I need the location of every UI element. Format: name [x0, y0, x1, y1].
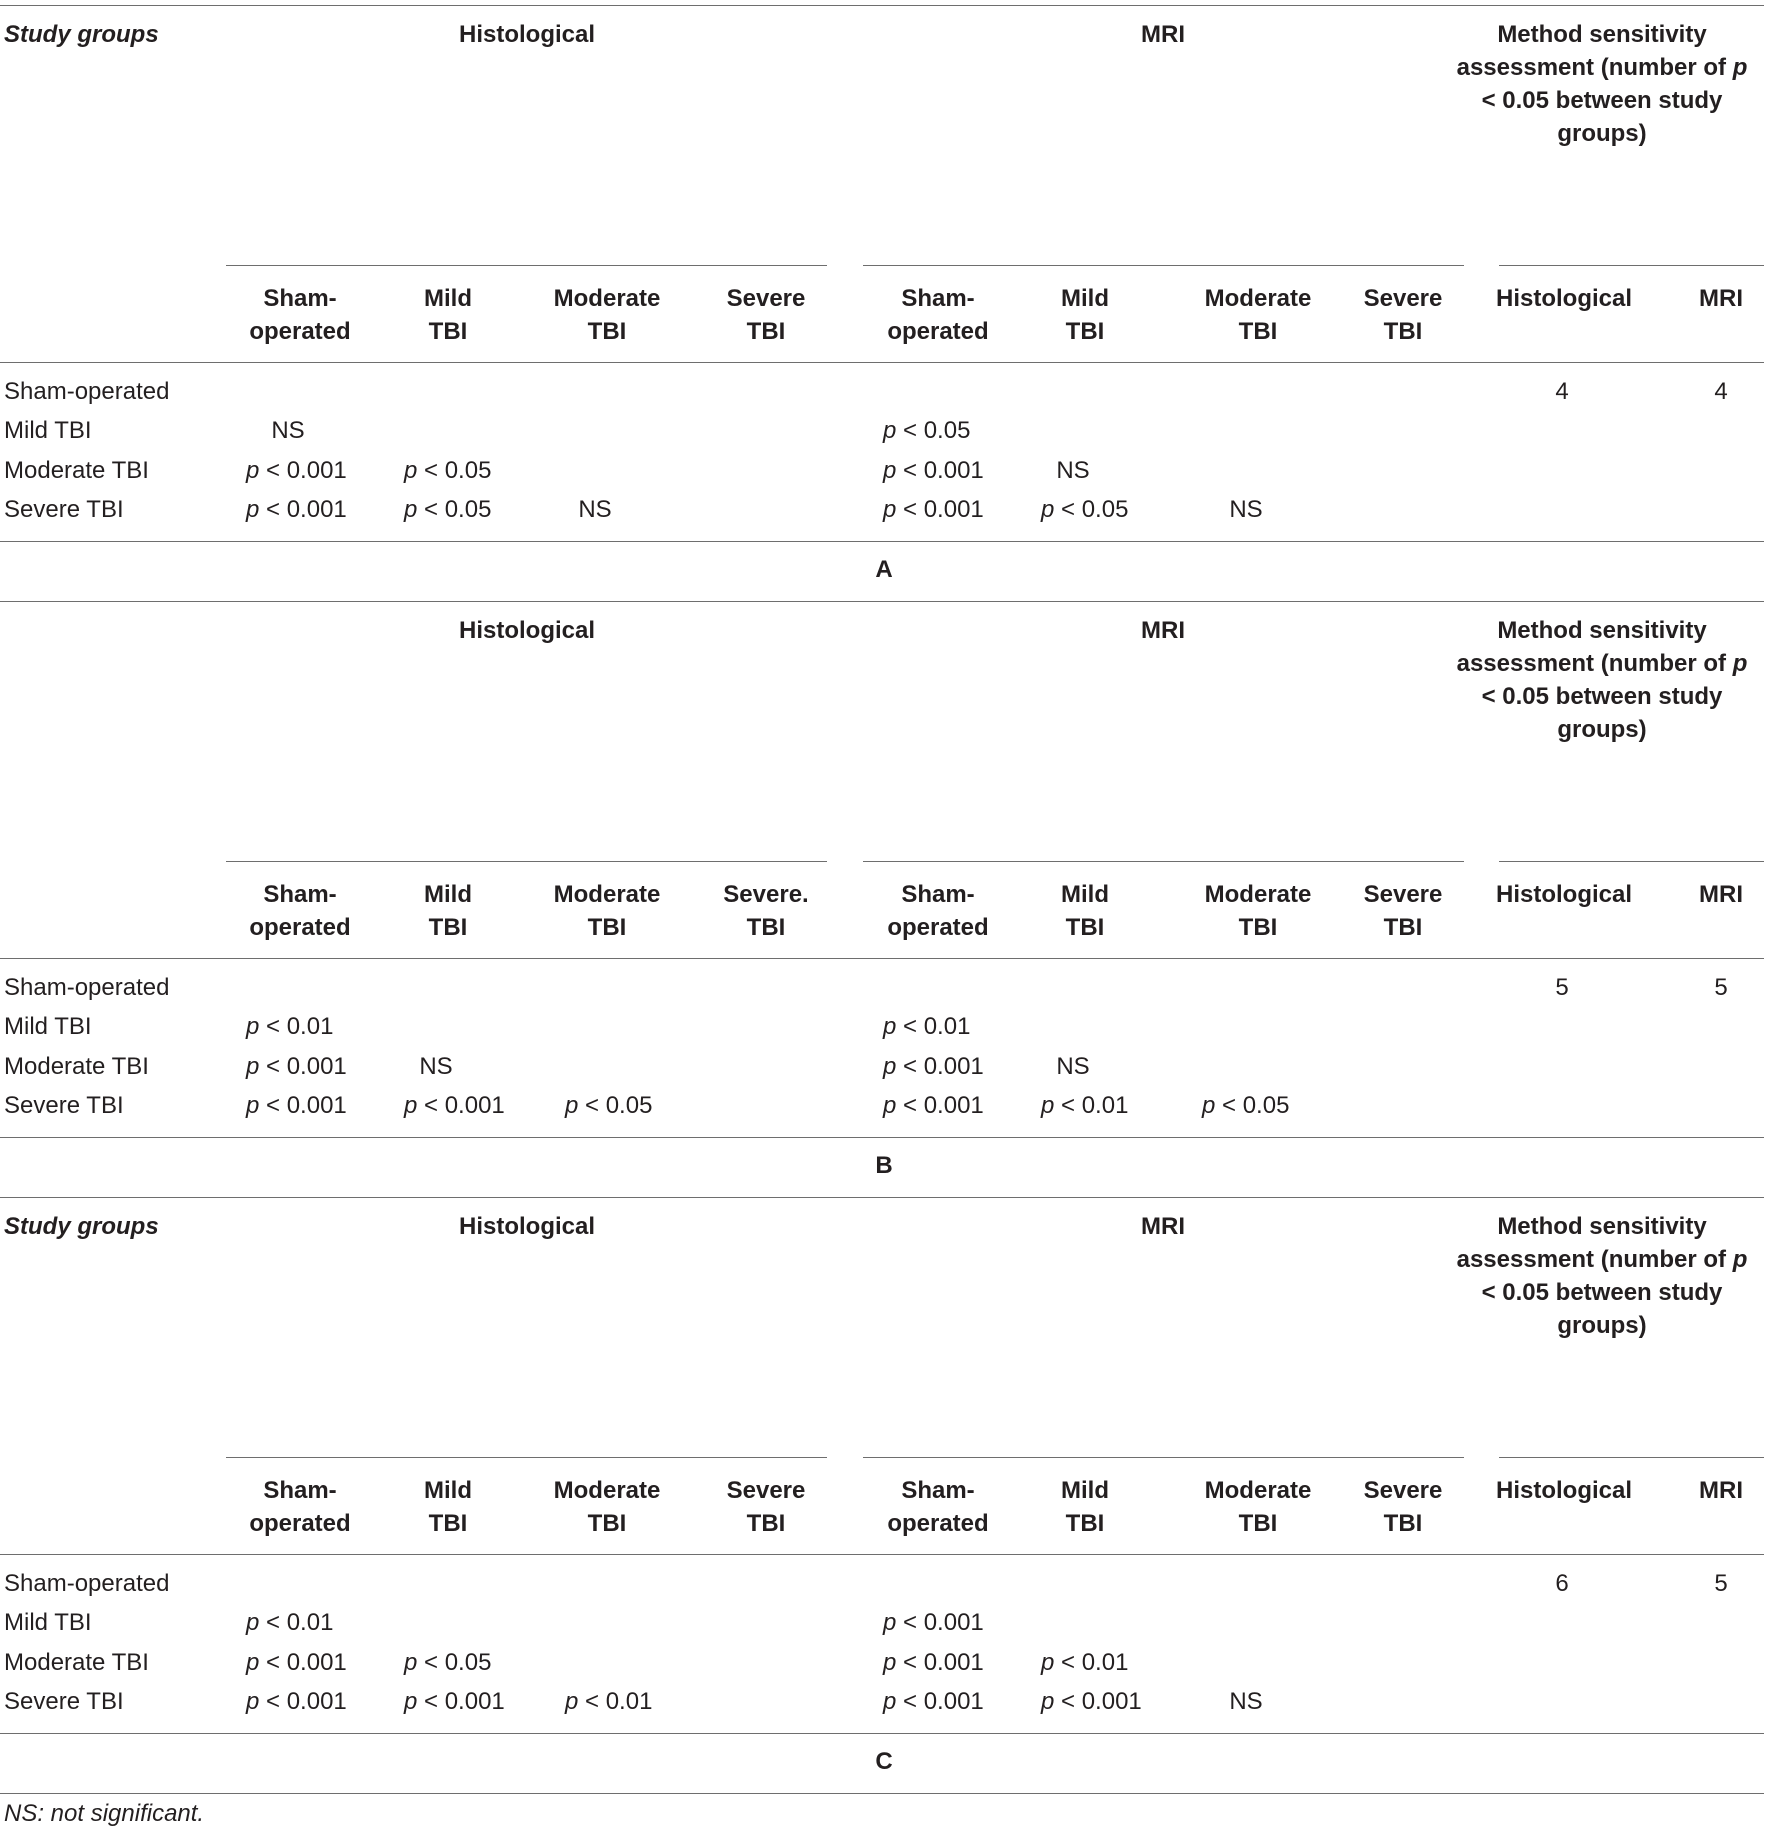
histological-underline	[226, 861, 827, 862]
p-value-cell	[883, 1606, 984, 1639]
p-threshold: < 0.001	[259, 1649, 347, 1676]
column-header: operated	[887, 318, 989, 345]
column-header: Moderate	[1204, 285, 1312, 312]
column-header: operated	[249, 318, 351, 345]
method-underline	[1499, 265, 1764, 266]
column-header: TBI	[587, 318, 627, 345]
row-label: Moderate TBI	[4, 1053, 149, 1080]
ns-cell: NS	[1229, 496, 1263, 523]
p-value-cell	[404, 1089, 505, 1122]
row-label: Severe TBI	[4, 1092, 124, 1119]
p-threshold: < 0.01	[896, 1013, 971, 1040]
p-symbol: p	[883, 1688, 897, 1715]
column-header: TBI	[1065, 318, 1105, 345]
p-value-cell	[246, 493, 347, 526]
p-symbol: p	[1202, 1092, 1216, 1119]
ns-cell: NS	[1056, 457, 1090, 484]
p-threshold: < 0.05	[1054, 496, 1129, 523]
column-header: Severe	[726, 285, 806, 312]
method-p: p	[1732, 1246, 1748, 1273]
header-bottom-rule	[0, 1554, 1764, 1555]
p-symbol: p	[1041, 496, 1055, 523]
panel-label: A	[875, 556, 893, 583]
p-value-cell	[246, 1089, 347, 1122]
histological-header: Histological	[458, 617, 596, 644]
p-threshold: < 0.01	[259, 1609, 334, 1636]
column-header: Moderate	[1204, 881, 1312, 908]
row-label: Mild TBI	[4, 1013, 92, 1040]
p-symbol: p	[404, 457, 418, 484]
p-value-cell	[404, 1685, 505, 1718]
row-label: Mild TBI	[4, 1609, 92, 1636]
histological-header: Histological	[458, 21, 596, 48]
column-header: TBI	[428, 1510, 468, 1537]
panel-label: C	[875, 1748, 893, 1775]
method-underline	[1499, 861, 1764, 862]
p-symbol: p	[246, 496, 260, 523]
p-value-cell	[565, 1089, 652, 1122]
p-symbol: p	[883, 1053, 897, 1080]
histological-header: Histological	[458, 1213, 596, 1240]
mri-underline	[863, 861, 1464, 862]
p-value-cell	[883, 1646, 984, 1679]
header-bottom-rule	[0, 362, 1764, 363]
p-value-cell	[246, 1010, 333, 1043]
p-symbol: p	[1041, 1649, 1055, 1676]
method-underline	[1499, 1457, 1764, 1458]
column-header: Mild	[424, 1477, 472, 1504]
column-header: Sham-	[263, 285, 337, 312]
p-value-cell	[883, 454, 984, 487]
column-header: Moderate	[1204, 1477, 1312, 1504]
p-threshold: < 0.05	[417, 1649, 492, 1676]
p-threshold: < 0.001	[896, 1688, 984, 1715]
column-header: Severe	[1363, 1477, 1443, 1504]
column-header: TBI	[428, 914, 468, 941]
header-bottom-rule	[0, 958, 1764, 959]
mri-underline	[863, 265, 1464, 266]
p-value-cell	[883, 493, 984, 526]
sensitivity-col-histological: Histological	[1495, 285, 1633, 312]
p-value-cell	[246, 454, 347, 487]
p-threshold: < 0.01	[1054, 1092, 1129, 1119]
p-symbol: p	[883, 457, 897, 484]
column-header: TBI	[1065, 1510, 1105, 1537]
p-threshold: < 0.001	[259, 496, 347, 523]
row-label: Moderate TBI	[4, 457, 149, 484]
p-threshold: < 0.001	[896, 496, 984, 523]
sensitivity-count-histological: 5	[1555, 974, 1569, 1001]
p-threshold: < 0.001	[259, 1092, 347, 1119]
column-header: operated	[249, 914, 351, 941]
column-header: Sham-	[901, 1477, 975, 1504]
column-header: Sham-	[263, 881, 337, 908]
p-value-cell	[1041, 1089, 1128, 1122]
p-value-cell	[246, 1685, 347, 1718]
mri-header: MRI	[1141, 617, 1185, 644]
p-symbol: p	[565, 1092, 579, 1119]
p-symbol: p	[246, 1013, 260, 1040]
column-header: TBI	[746, 318, 786, 345]
p-symbol: p	[246, 457, 260, 484]
mri-header: MRI	[1141, 1213, 1185, 1240]
column-header: Severe	[1363, 881, 1443, 908]
panel-top-rule	[0, 5, 1764, 6]
column-header: Mild	[424, 881, 472, 908]
sensitivity-count-mri: 5	[1714, 1570, 1728, 1597]
sensitivity-col-mri: MRI	[1699, 881, 1743, 908]
column-header: TBI	[587, 1510, 627, 1537]
p-threshold: < 0.01	[259, 1013, 334, 1040]
column-header: Mild	[1061, 1477, 1109, 1504]
footnote: NS: not significant.	[4, 1800, 205, 1827]
p-value-cell	[1202, 1089, 1289, 1122]
method-sensitivity-header	[1452, 614, 1752, 746]
p-threshold: < 0.001	[259, 1688, 347, 1715]
p-value-cell	[565, 1685, 652, 1718]
sensitivity-col-histological: Histological	[1495, 881, 1633, 908]
p-value-cell	[246, 1606, 333, 1639]
p-value-cell	[883, 1685, 984, 1718]
column-header: Mild	[1061, 881, 1109, 908]
p-threshold: < 0.01	[1054, 1649, 1129, 1676]
panel-label: B	[875, 1152, 893, 1179]
p-symbol: p	[404, 1649, 418, 1676]
sensitivity-col-mri: MRI	[1699, 1477, 1743, 1504]
p-threshold: < 0.001	[896, 1053, 984, 1080]
corner-label: Study groups	[4, 21, 159, 48]
method-text-1: Method sensitivity assessment (number of	[1456, 1213, 1733, 1273]
p-value-cell	[883, 1050, 984, 1083]
p-threshold: < 0.05	[417, 457, 492, 484]
column-header: TBI	[746, 914, 786, 941]
p-value-cell	[1041, 493, 1128, 526]
column-header: operated	[887, 914, 989, 941]
column-header: TBI	[1238, 1510, 1278, 1537]
column-header: operated	[887, 1510, 989, 1537]
column-header: Severe	[1363, 285, 1443, 312]
row-label: Mild TBI	[4, 417, 92, 444]
row-label: Moderate TBI	[4, 1649, 149, 1676]
method-text-2: < 0.05 between study groups)	[1481, 87, 1723, 147]
p-threshold: < 0.001	[417, 1092, 505, 1119]
p-symbol: p	[404, 1688, 418, 1715]
p-symbol: p	[883, 496, 897, 523]
p-value-cell	[883, 1010, 970, 1043]
column-header: Mild	[1061, 285, 1109, 312]
method-text-1: Method sensitivity assessment (number of	[1456, 21, 1733, 81]
p-symbol: p	[883, 1013, 897, 1040]
corner-label: Study groups	[4, 1213, 159, 1240]
ns-cell: NS	[419, 1053, 453, 1080]
p-threshold: < 0.05	[1215, 1092, 1290, 1119]
histological-underline	[226, 1457, 827, 1458]
column-header: Sham-	[263, 1477, 337, 1504]
panel-top-rule	[0, 601, 1764, 602]
p-value-cell	[246, 1050, 347, 1083]
table-bottom-rule	[0, 1793, 1764, 1794]
ns-cell: NS	[578, 496, 612, 523]
p-symbol: p	[883, 417, 897, 444]
p-symbol: p	[1041, 1688, 1055, 1715]
p-symbol: p	[1041, 1092, 1055, 1119]
p-threshold: < 0.05	[417, 496, 492, 523]
row-label: Sham-operated	[4, 378, 170, 405]
p-symbol: p	[246, 1092, 260, 1119]
column-header: TBI	[1383, 914, 1423, 941]
body-bottom-rule	[0, 1137, 1764, 1138]
p-value-cell	[883, 414, 970, 447]
method-text-1: Method sensitivity assessment (number of	[1456, 617, 1733, 677]
column-header: TBI	[587, 914, 627, 941]
sensitivity-count-mri: 4	[1714, 378, 1728, 405]
method-p: p	[1732, 650, 1748, 677]
body-bottom-rule	[0, 1733, 1764, 1734]
method-text-2: < 0.05 between study groups)	[1481, 683, 1723, 743]
method-text-2: < 0.05 between study groups)	[1481, 1279, 1723, 1339]
p-value-cell	[1041, 1685, 1142, 1718]
p-threshold: < 0.01	[578, 1688, 653, 1715]
method-sensitivity-header	[1452, 1210, 1752, 1342]
p-symbol: p	[565, 1688, 579, 1715]
panel-top-rule	[0, 1197, 1764, 1198]
p-threshold: < 0.001	[896, 1092, 984, 1119]
histological-underline	[226, 265, 827, 266]
column-header: TBI	[746, 1510, 786, 1537]
column-header: TBI	[428, 318, 468, 345]
column-header: TBI	[1065, 914, 1105, 941]
p-value-cell	[404, 1646, 491, 1679]
p-symbol: p	[883, 1649, 897, 1676]
p-value-cell	[404, 454, 491, 487]
p-threshold: < 0.001	[1054, 1688, 1142, 1715]
p-threshold: < 0.05	[896, 417, 971, 444]
sensitivity-count-histological: 6	[1555, 1570, 1569, 1597]
p-value-cell	[246, 1646, 347, 1679]
ns-cell: NS	[271, 417, 305, 444]
column-header: Mild	[424, 285, 472, 312]
row-label: Sham-operated	[4, 974, 170, 1001]
p-symbol: p	[404, 496, 418, 523]
column-header: TBI	[1238, 914, 1278, 941]
p-symbol: p	[246, 1609, 260, 1636]
method-p: p	[1732, 54, 1748, 81]
p-threshold: < 0.05	[578, 1092, 653, 1119]
sensitivity-count-histological: 4	[1555, 378, 1569, 405]
p-threshold: < 0.001	[896, 1649, 984, 1676]
p-value-cell	[883, 1089, 984, 1122]
column-header: Sham-	[901, 285, 975, 312]
column-header: Sham-	[901, 881, 975, 908]
mri-header: MRI	[1141, 21, 1185, 48]
p-symbol: p	[246, 1649, 260, 1676]
p-threshold: < 0.001	[259, 1053, 347, 1080]
method-sensitivity-header	[1452, 18, 1752, 150]
p-threshold: < 0.001	[896, 1609, 984, 1636]
p-symbol: p	[246, 1053, 260, 1080]
column-header: TBI	[1383, 318, 1423, 345]
row-label: Severe TBI	[4, 496, 124, 523]
p-threshold: < 0.001	[259, 457, 347, 484]
sensitivity-col-histological: Histological	[1495, 1477, 1633, 1504]
row-label: Sham-operated	[4, 1570, 170, 1597]
column-header: TBI	[1238, 318, 1278, 345]
mri-underline	[863, 1457, 1464, 1458]
p-threshold: < 0.001	[417, 1688, 505, 1715]
ns-cell: NS	[1056, 1053, 1090, 1080]
p-symbol: p	[883, 1609, 897, 1636]
ns-cell: NS	[1229, 1688, 1263, 1715]
p-symbol: p	[883, 1092, 897, 1119]
row-label: Severe TBI	[4, 1688, 124, 1715]
column-header: operated	[249, 1510, 351, 1537]
column-header: Moderate	[553, 1477, 661, 1504]
column-header: Moderate	[553, 881, 661, 908]
column-header: Severe	[726, 1477, 806, 1504]
p-symbol: p	[246, 1688, 260, 1715]
p-threshold: < 0.001	[896, 457, 984, 484]
p-value-cell	[1041, 1646, 1128, 1679]
column-header: Severe.	[723, 881, 809, 908]
body-bottom-rule	[0, 541, 1764, 542]
sensitivity-count-mri: 5	[1714, 974, 1728, 1001]
column-header: TBI	[1383, 1510, 1423, 1537]
p-symbol: p	[404, 1092, 418, 1119]
p-value-cell	[404, 493, 491, 526]
column-header: Moderate	[553, 285, 661, 312]
sensitivity-col-mri: MRI	[1699, 285, 1743, 312]
